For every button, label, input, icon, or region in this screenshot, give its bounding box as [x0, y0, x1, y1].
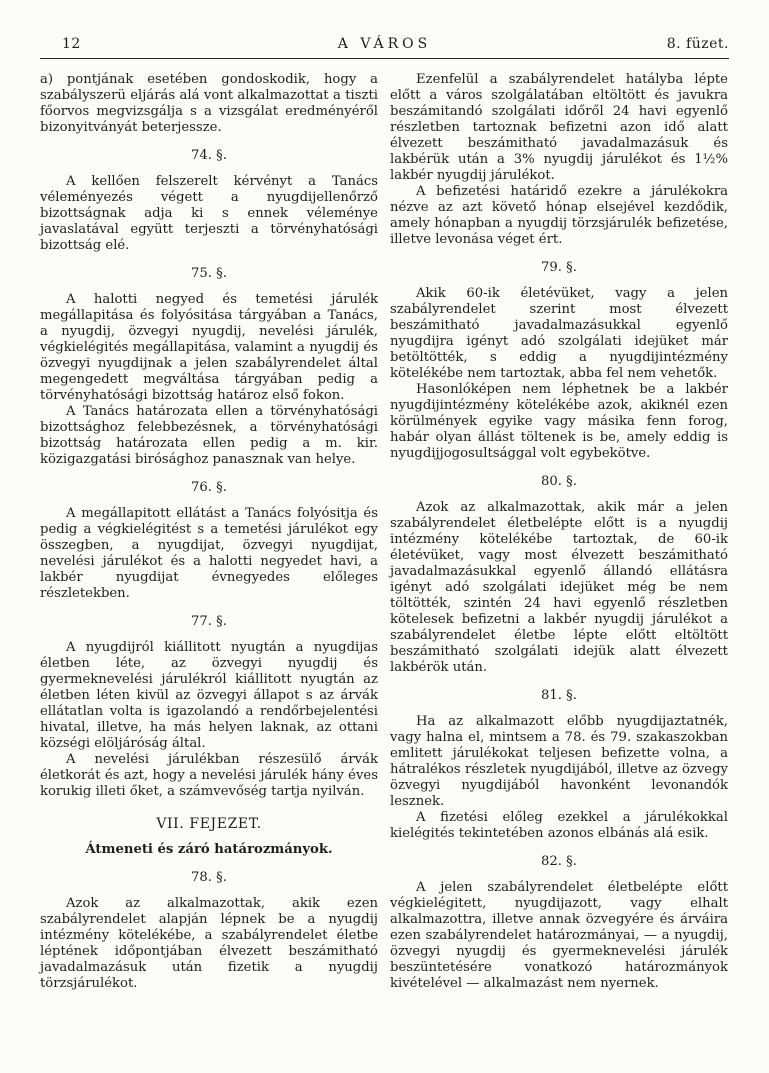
issue-label: 8. füzet.: [666, 36, 729, 52]
section-80-text: Azok az alkalmazottak, akik már a jelen szabályrendelet életbelépte előtt is a nyugdij intézmény kötelékébe tartoztak, de 60-ik életévüket, vagy most élvezett beszámitható javadalmazásukkal egyenlő állandó ellátásra igényt adó szolgálati idejüket még be nem töltötték, szintén 24 havi egyenlő részletben kötelesek befizetni a lakbér nyugdij járulékot a szabályrendelet életbe lépte előtt eltöltött beszámitható szolgálati idejük alatt élvezett lakbérök után.: [390, 500, 728, 675]
section-81-heading: 81. §.: [541, 688, 577, 703]
chapter-title: Átmeneti és záró határozmányok.: [85, 842, 333, 857]
publication-title: A VÁROS: [337, 36, 432, 52]
section-78-text-2: Ezenfelül a szabályrendelet hatályba lépte előtt a város szolgálatában eltöltött és javukra beszámitandó szolgálati időről 24 havi egyenlő részletben tartoznak befizetni azon idő alatt élvezett beszámitható javadalmazásuk és lakbérük után a 3% nyugdij járulékot és 1½% lakbér nyugdij járulékot.: [390, 72, 728, 183]
section-76-text: A megállapitott ellátást a Tanács folyósitja és pedig a végkielégitést s a temetési járulékot egy összegben, a nyugdijat, özvegyi nyugdijat, nevelési járulékot és a halotti negyedet havi, a lakbér nyugdijat évnegyedes előleges részletekben.: [40, 506, 378, 601]
section-79-text-1: Akik 60-ik életévüket, vagy a jelen szabályrendelet szerint most élvezett beszámitható javadalmazásukkal egyenlő nyugdijra igényt adó szolgálati idejüket már betöltötték, s eddig a nyugdijintézmény kötelékébe nem tartoztak, abba fel nem vehetők.: [390, 286, 728, 381]
section-76-heading: 76. §.: [191, 480, 227, 495]
section-79-text-2: Hasonlóképen nem léphetnek be a lakbér nyugdijintézmény kötelékébe azok, akiknél ezen körülmények egyike vagy másika fenn forog, habár olyan állást töltenek is be, amely eddig is nyugdijjogosultsággal volt egybekötve.: [390, 382, 728, 461]
section-78-text: Azok az alkalmazottak, akik ezen szabályrendelet alapján lépnek be a nyugdij intézmény kötelékébe, a szabályrendelet életbe léptének időpontjában élvezett beszámitható javadalmazásuk után fizetik a nyugdij törzsjárulékot.: [40, 896, 378, 991]
right-column: [390, 72, 728, 992]
intro-paragraph: a) pontjának esetében gondoskodik, hogy a szabályszerü eljárás alá vont alkalmazottat a tiszti főorvos megvizsgálja s a vizsgálat eredményéről bizonyitványát beterjessze.: [40, 72, 378, 135]
page-number: 12: [62, 36, 81, 52]
section-74-heading: 74. §.: [191, 148, 227, 163]
left-column: [40, 72, 378, 992]
section-79-heading: 79. §.: [541, 260, 577, 275]
section-75-text-2: A Tanács határozata ellen a törvényhatósági bizottsághoz felebbezésnek, a törvényhatósági bizottság határozata ellen pedig a m. kir. közigazgatási birósághoz panasznak van helye.: [40, 404, 378, 467]
section-81-text-2: A fizetési előleg ezekkel a járulékokkal kielégités tekintetében azonos elbánás alá esik.: [390, 810, 728, 841]
section-77-heading: 77. §.: [191, 614, 227, 629]
section-80-heading: 80. §.: [541, 474, 577, 489]
section-82-heading: 82. §.: [541, 854, 577, 869]
section-74-text: A kellően felszerelt kérvényt a Tanács véleményezés végett a nyugdijellenőrző bizottságnak adja ki s ennek véleménye javaslatával együtt terjeszti a törvényhatósági bizottság elé.: [40, 174, 378, 253]
section-77-text-2: A nevelési járulékban részesülő árvák életkorát és azt, hogy a nevelési járulék hány éves korukig illeti őket, a számvevőség tartja nyilván.: [40, 752, 378, 799]
page-header: [40, 36, 729, 59]
section-75-heading: 75. §.: [191, 266, 227, 281]
section-81-text-1: Ha az alkalmazott előbb nyugdijaztatnék, vagy halna el, mintsem a 78. és 79. szakaszokban emlitett járulékokat teljesen befizette volna, a hátralékos részletek nyugdijából, illetve az özvegy özvegyi nyugdijából havonként levonandók lesznek.: [390, 714, 728, 809]
chapter-heading: VII. FEJEZET.: [156, 816, 262, 832]
section-77-text-1: A nyugdijról kiállitott nyugtán a nyugdijas életben léte, az özvegyi nyugdij és gyermeknevelési járulékról kiállitott nyugtán az életben léten kivül az özvegyi állapot s az árvák ellátatlan volta is igazolandó a rendőrbejelentési hivatal, illetve, ha más helyen laknak, az ottani községi elöljáróság által.: [40, 640, 378, 751]
section-78-heading: 78. §.: [191, 870, 227, 885]
section-75-text-1: A halotti negyed és temetési járulék megállapitása és folyósitása tárgyában a Tanács, a nyugdij, özvegyi nyugdij, nevelési járulék, végkielégités megállapitása, valamint a nyugdij és özvegyi nyugdijnak a jelen szabályrendelet által megengedett megváltása tárgyában pedig a törvényhatósági bizottság határoz első fokon.: [40, 292, 378, 403]
section-78-text-3: A befizetési határidő ezekre a járulékokra nézve az azt követő hónap elsejével kezdődik, amely hónapban a nyugdij törzsjárulék befizetése, illetve levonása véget ért.: [390, 184, 728, 247]
section-82-text: A jelen szabályrendelet életbelépte előtt végkielégitett, nyugdijazott, vagy elhalt alkalmazottra, illetve annak özvegyére és árváira ezen szabályrendelet határozmányai, — a nyugdij, özvegyi nyugdij és gyermeknevelési járulék beszüntetésére vonatkozó határozmányok kivételével — alkalmazást nem nyernek.: [390, 880, 728, 991]
